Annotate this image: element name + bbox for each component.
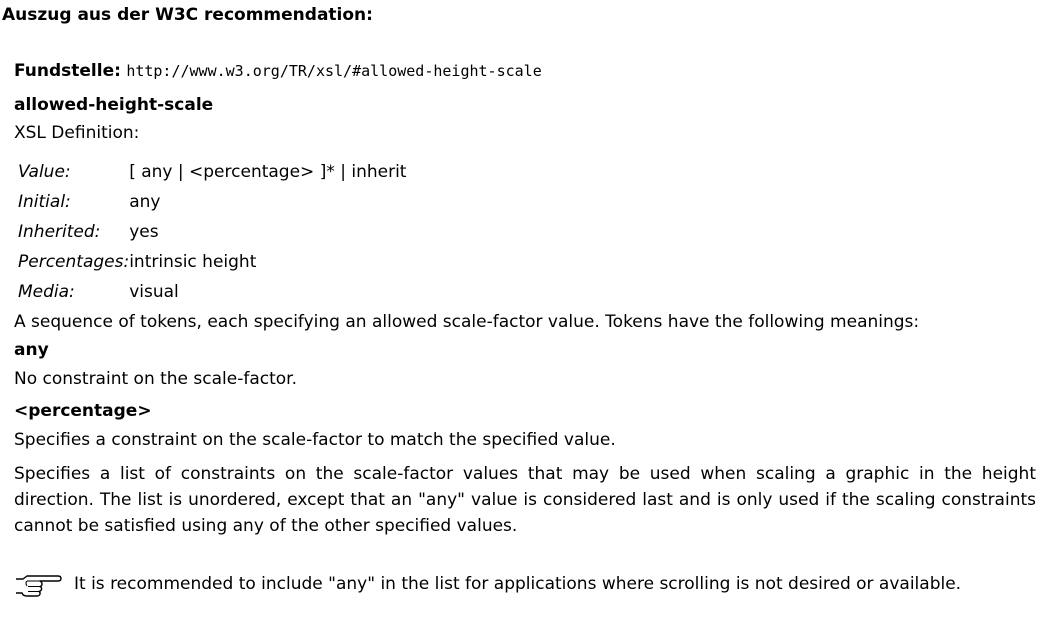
row-value: any [129,192,161,212]
row-value: yes [129,222,159,242]
row-value: [ any | <percentage> ]* | inherit [129,162,407,182]
property-name: allowed-height-scale [14,95,214,115]
row-key: Initial: [18,192,71,212]
table-row [18,217,406,247]
note-text: It is recommended to include "any" in the list for applications where scrolling is not desired or available. [74,574,962,594]
pointing-hand-icon [14,570,62,598]
token-name-percentage: <percentage> [14,401,152,421]
property-table [18,157,406,307]
token-name-any: any [14,340,49,360]
table-row [18,277,406,307]
table-row [18,247,406,277]
source-label: Fundstelle: [14,61,121,81]
page-heading: Auszug aus der W3C recommendation: [2,5,373,25]
definition-title: XSL Definition: [14,123,140,143]
table-row [18,157,406,187]
row-value: visual [129,282,179,302]
token-desc-any: No constraint on the scale-factor. [14,369,298,389]
table-row [18,187,406,217]
source-url: http://www.w3.org/TR/xsl/#allowed-height-scale [126,62,542,80]
row-value: intrinsic height [129,252,257,272]
row-key: Inherited: [18,222,101,242]
row-key: Media: [18,282,75,302]
source-line [14,58,1036,84]
document-content [14,58,1036,599]
row-key: Value: [18,162,71,182]
row-key: Percentages: [18,252,130,272]
long-paragraph: Specifies a list of constraints on the scale-factor values that may be used when scaling a graphic in the height direction. The list is unordered, except that an "any" value is considered last and is only used if the scaling constraints cannot be satisfied using any of the other specified values. [14,464,1036,536]
token-desc-percentage: Specifies a constraint on the scale-factor to match the specified value. [14,430,616,450]
note [14,569,1036,599]
description: A sequence of tokens, each specifying an allowed scale-factor value. Tokens have the following meanings: [14,312,920,332]
